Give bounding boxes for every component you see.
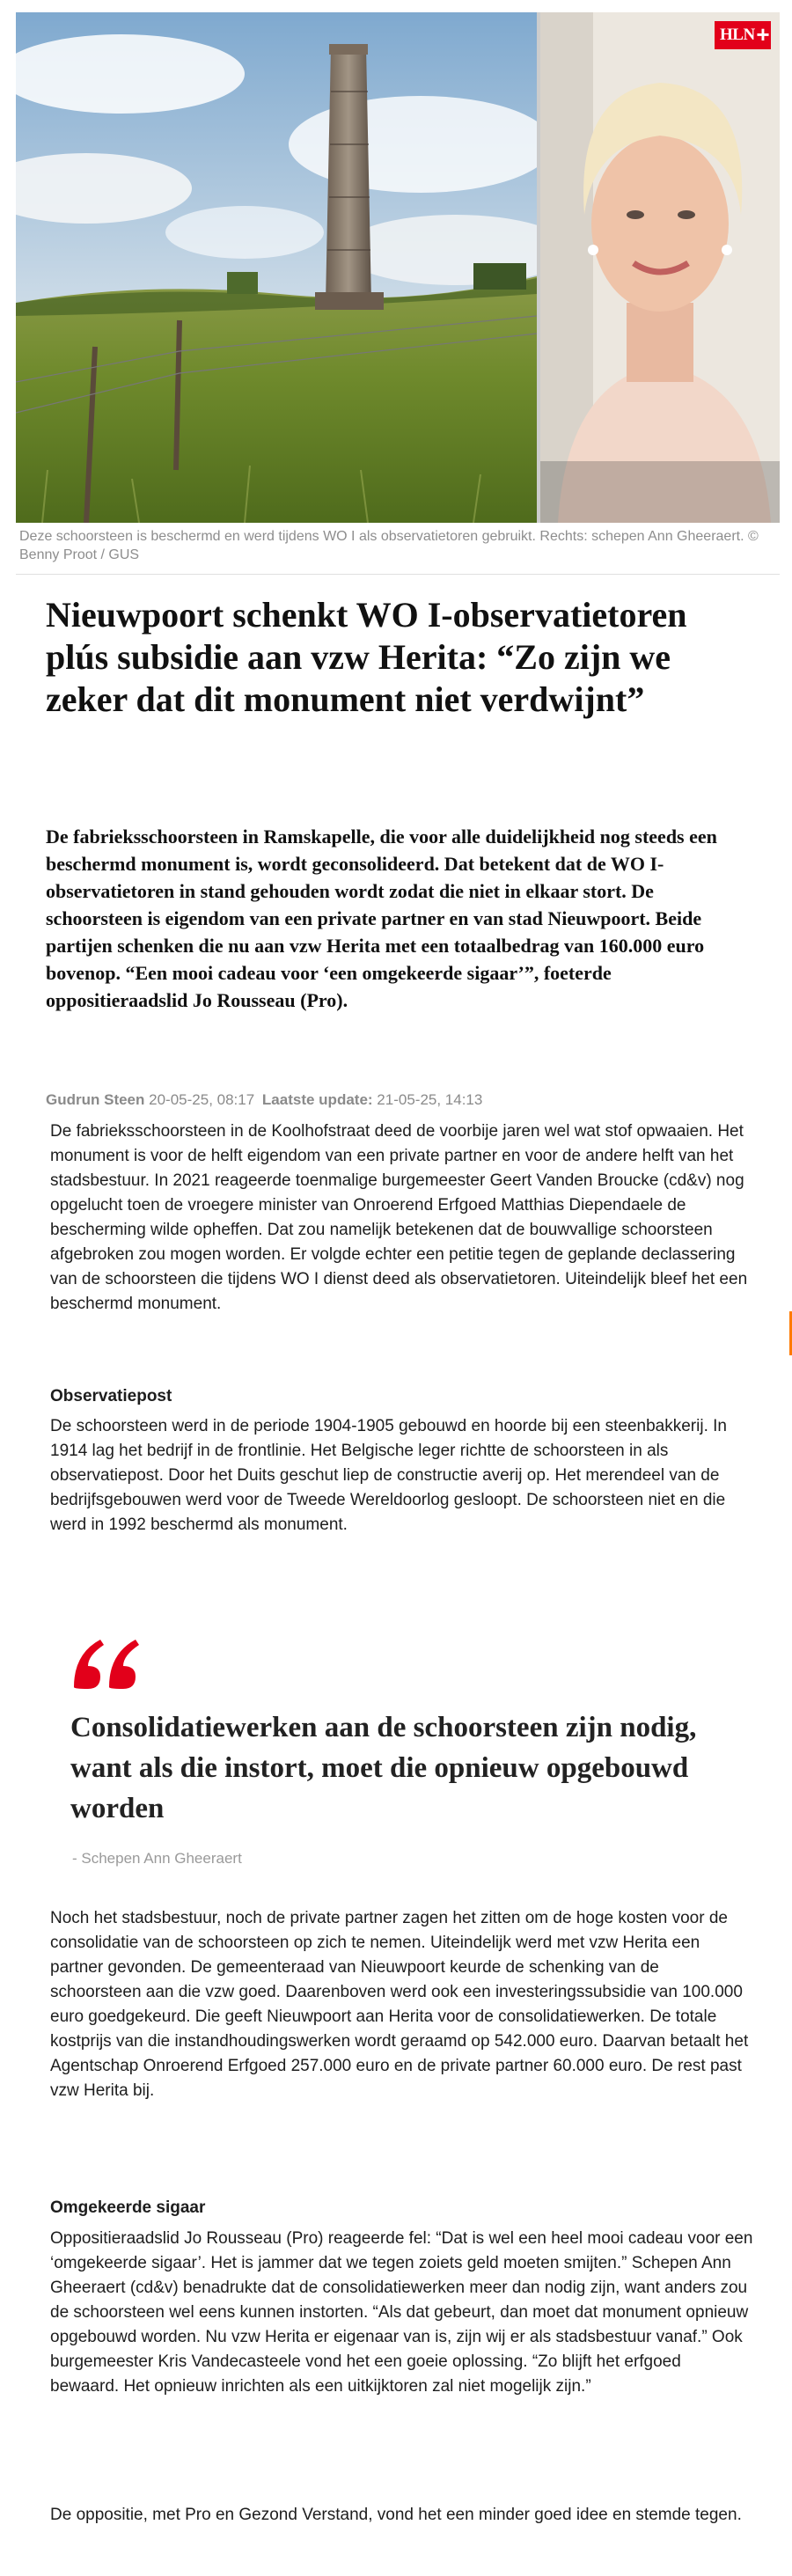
article-paragraph-5: De oppositie, met Pro en Gezond Verstand, vond het een minder goed idee en stemde tegen. — [50, 2506, 742, 2524]
article-paragraph-3: Noch het stadsbestuur, noch de private partner zagen het zitten om de hoge kosten voor de consolidatie van de schoorsteen op zich te nemen. Uiteindelijk werd met vzw Herita een partner gevonden. De gemeenteraad van Nieuwpoort keurde de schenking van de schoorsteen aan die vzw goed. Daarenboven werd ook een investeringssubsidie van 100.000 euro goedgekeurd. Die geeft Nieuwpoort aan Herita voor de consolidatiewerken. De totale kostprijs van die instandhoudingswerken wordt geraamd op 542.000 euro. Daarvan betaalt het Agentschap Onroerend Erfgoed 257.000 euro en de private partner 60.000 euro. De rest past vzw Herita bij. — [50, 1909, 749, 2100]
plus-icon: + — [756, 21, 769, 48]
hln-logo-text: HLN — [720, 26, 755, 44]
hero-image — [16, 12, 780, 523]
article-lead: De fabrieksschoorsteen in Ramskapelle, die voor alle duidelijkheid nog steeds een beschermd monument is, wordt geconsolideerd. Dat betekent dat de WO I-observatietoren in stand gehouden wordt zodat die niet in elkaar stort. De schoorsteen is eigendom van een private partner en van stad Nieuwpoort. Beide partijen schenken die nu aan vzw Herita met een totaalbedrag van 160.000 euro bovenop. “Een mooi cadeau voor ‘een omgekeerde sigaar’”, foeterde oppositieraadslid Jo Rousseau (Pro). — [46, 826, 717, 1011]
article-paragraph-2: De schoorsteen werd in de periode 1904-1905 gebouwd en hoorde bij een steenbakkerij. In 1914 lag het bedrijf in de frontlinie. Het Belgische leger richtte de schoorsteen in als observatiepost. Door het Duits geschut liep de constructie averij op. Het merendeel van de bedrijfsgebouwen werd voor de Tweede Wereldoorlog gesloopt. De schoorsteen niet en die werd in 1992 beschermd als monument. — [50, 1417, 727, 1534]
divider — [16, 574, 780, 575]
image-caption: Deze schoorsteen is beschermd en werd tijdens WO I als observatietoren gebruikt. Rechts: schepen Ann Gheeraert. © Benny Proot / GUS — [19, 529, 759, 562]
update-label: Laatste update: — [261, 1091, 373, 1108]
article-paragraph-1: De fabrieksschoorsteen in de Koolhofstraat deed de voorbije jaren wel wat stof opwaaien. Het monument is voor de helft eigendom van een private partner en voor de andere helft van het stadsbestuur. In 2021 reageerde toenmalige burgemeester Geert Vanden Broucke (cd&v) nog opgelucht toen de vroegere minister van Onroerend Erfgoed Matthias Diependaele de bescherming wilde opheffen. Dat zou namelijk betekenen dat de bouwvallige schoorsteen afgebroken zou mogen worden. Er volgde echter een petitie tegen de geplande declassering van de schoorsteen die tijdens WO I dienst deed als observatietoren. Uiteindelijk bleef het een beschermd monument. — [50, 1122, 748, 1313]
subheading-omgekeerde-sigaar: Omgekeerde sigaar — [50, 2198, 206, 2217]
quote-icon — [70, 1633, 141, 1694]
hln-plus-logo — [715, 21, 771, 49]
portrait-photo — [540, 12, 780, 523]
chimney-photo — [16, 12, 537, 523]
article-paragraph-4: Oppositieraadslid Jo Rousseau (Pro) reageerde fel: “Dat is wel een heel mooi cadeau voor een ‘omgekeerde sigaar’. Het is jammer dat we tegen zoiets geld moeten smijten.” Schepen Ann Gheeraert (cd&v) benadrukte dat de consolidatiewerken meer dan nodig zijn, want anders zou de schoorsteen wel eens kunnen instorten. “Als dat gebeurt, dan moet dat monument opnieuw opgebouwd worden. Nu vzw Herita er eigenaar van is, zijn wij er als stadsbestuur vanaf.” Ook burgemeester Kris Vandecasteele vond het een goeie oplossing. “Zo blijft het erfgoed bewaard. Het opnieuw inrichten als een uitkijktoren zal niet mogelijk zijn.” — [50, 2229, 753, 2396]
article-headline: Nieuwpoort schenkt WO I-observatietoren plús subsidie aan vzw Herita: “Zo zijn we zeker dat dit monument niet verdwijnt” — [46, 595, 687, 719]
pull-quote: Consolidatiewerken aan de schoorsteen zijn nodig, want als die instort, moet die opnieuw opgebouwd worden — [70, 1712, 697, 1824]
quote-source: - Schepen Ann Gheeraert — [72, 1850, 242, 1867]
subheading-observatiepost: Observatiepost — [50, 1387, 172, 1405]
byline — [46, 1091, 486, 1109]
author-name[interactable]: Gudrun Steen — [46, 1091, 145, 1108]
publish-date: 20-05-25, 08:17 — [149, 1091, 255, 1108]
update-date: 21-05-25, 14:13 — [377, 1091, 483, 1108]
